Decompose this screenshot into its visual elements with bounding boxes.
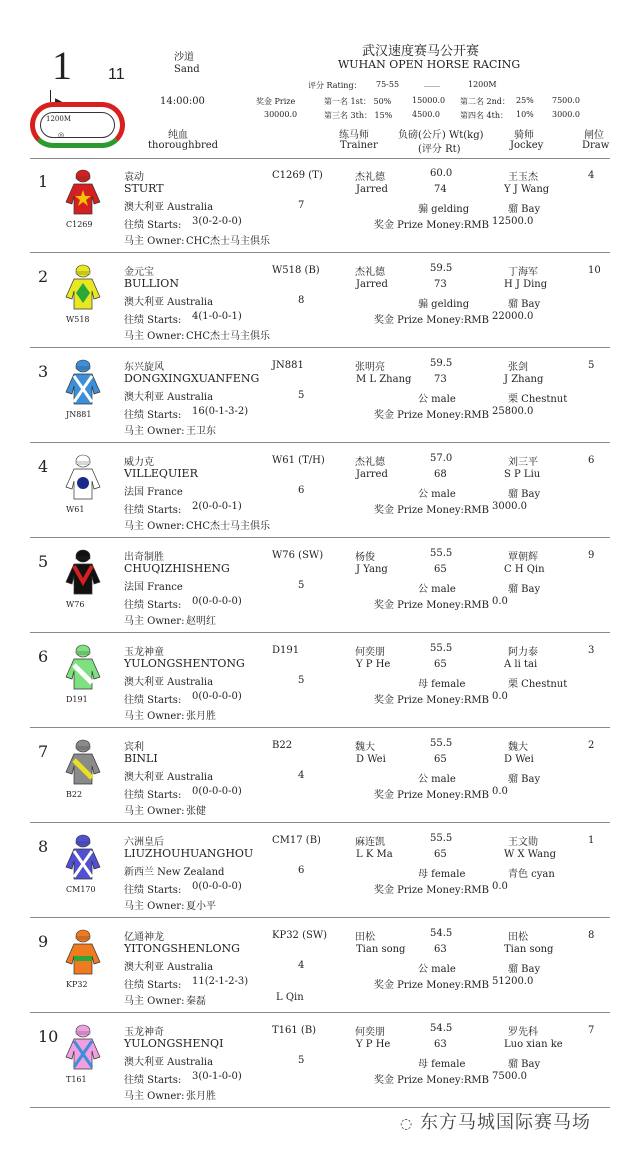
start-arrow-icon: ▶ — [55, 97, 62, 107]
entry-separator — [30, 632, 610, 633]
weight: 54.5 — [430, 1023, 453, 1034]
prize-label: 奖金 Prize Money:RMB — [374, 220, 490, 231]
horse-name-en: YULONGSHENTONG — [124, 657, 245, 670]
prize-label: 奖金 Prize Money:RMB — [374, 790, 490, 801]
wechat-icon: ◌ — [400, 1116, 414, 1132]
coat-color: 骝 Bay — [508, 1059, 541, 1070]
starts-value: 0(0-0-0-0) — [192, 596, 242, 607]
rating: 63 — [434, 1039, 447, 1050]
horse-name-en: DONGXINGXUANFENG — [124, 372, 260, 385]
starts-value: 0(0-0-0-0) — [192, 881, 242, 892]
rating: 65 — [434, 564, 447, 575]
horse-age: 4 — [298, 960, 305, 971]
trainer-cn: 张明亮 — [355, 362, 385, 373]
horse-name-en: LIUZHOUHUANGHOU — [124, 847, 254, 860]
col-draw-cn: 闸位 — [584, 130, 604, 141]
prize-label: 奖金 Prize Money:RMB — [374, 410, 490, 421]
horse-code: W76 — [66, 600, 85, 609]
track-diagram — [30, 102, 125, 148]
starts-value: 11(2-1-2-3) — [192, 976, 249, 987]
horse-code: W518 — [66, 315, 90, 324]
prize-value: 0.0 — [492, 596, 508, 607]
starts-value: 0(0-0-0-0) — [192, 786, 242, 797]
finish-marker-icon: ◎ — [58, 131, 65, 139]
prize-label: 奖金 Prize Money:RMB — [374, 980, 490, 991]
horse-name-cn: 袁动 — [124, 172, 144, 183]
starts-label: 往绩 Starts: — [124, 1075, 182, 1086]
owner-label: 马主 Owner: — [124, 996, 185, 1007]
horse-name-cn: 金元宝 — [124, 267, 154, 278]
horse-code: JN881 — [66, 410, 92, 419]
owner-value: 夏小平 — [186, 901, 216, 912]
draw: 6 — [588, 455, 595, 466]
horse-code: D191 — [66, 695, 88, 704]
starts-label: 往绩 Starts: — [124, 410, 182, 421]
rating: 63 — [434, 944, 447, 955]
prize-label: 奖金 Prize Money:RMB — [374, 1075, 490, 1086]
horse-code: B22 — [66, 790, 83, 799]
jockey-en: D Wei — [504, 754, 534, 765]
starts-label: 往绩 Starts: — [124, 980, 182, 991]
breed-cn: 纯血 — [168, 130, 188, 141]
trainer-en: M L Zhang — [356, 374, 412, 385]
second-prize-label: 第二名 2nd： — [460, 97, 510, 106]
col-jockey-en: Jockey — [510, 140, 544, 151]
entry-separator — [30, 537, 610, 538]
horse-origin: 澳大利亚 Australia — [124, 962, 214, 973]
horse-name-cn: 威力克 — [124, 457, 154, 468]
sex: 公 male — [418, 584, 456, 595]
horse-number: 5 — [38, 552, 49, 571]
trainer-cn: 何奕朋 — [355, 647, 385, 658]
entry-separator — [30, 727, 610, 728]
entry-separator — [30, 1012, 610, 1013]
jockey-silks-icon — [64, 738, 102, 786]
horse-origin: 澳大利亚 Australia — [124, 392, 214, 403]
jockey-en: Y J Wang — [504, 184, 550, 195]
horse-name-en: VILLEQUIER — [124, 467, 198, 480]
sex: 公 male — [418, 964, 456, 975]
prize-value: 3000.0 — [492, 501, 527, 512]
horse-name-en: STURT — [124, 182, 164, 195]
starts-value: 3(0-2-0-0) — [192, 216, 242, 227]
horse-number: 9 — [38, 932, 49, 951]
starts-label: 往绩 Starts: — [124, 220, 182, 231]
jockey-en: W X Wang — [504, 849, 556, 860]
prize-value: 0.0 — [492, 881, 508, 892]
draw: 3 — [588, 645, 595, 656]
horse-age: 6 — [298, 865, 305, 876]
race-title-cn: 武汉速度赛马公开赛 — [362, 44, 480, 59]
prize-value: 22000.0 — [492, 311, 534, 322]
coat-color: 骝 Bay — [508, 964, 541, 975]
rating-label: 评分 Rating： — [308, 81, 362, 90]
horse-age: 5 — [298, 1055, 305, 1066]
owner-label: 马主 Owner: — [124, 806, 185, 817]
sex: 公 male — [418, 774, 456, 785]
prize-value: 12500.0 — [492, 216, 534, 227]
horse-name-cn: 玉龙神奇 — [124, 1027, 164, 1038]
jockey-silks-icon — [64, 643, 102, 691]
trainer-en: Jarred — [356, 279, 388, 290]
horse-origin: 法国 France — [124, 487, 183, 498]
coat-color: 栗 Chestnut — [508, 679, 568, 690]
horse-gear: JN881 — [272, 360, 304, 371]
trainer-cn: 魏大 — [355, 742, 375, 753]
owner-value: 张健 — [186, 806, 206, 817]
horse-gear: W61 (T/H) — [272, 455, 325, 466]
jockey-en: A li tai — [504, 659, 538, 670]
draw: 9 — [588, 550, 595, 561]
horse-origin: 澳大利亚 Australia — [124, 297, 214, 308]
rating: 73 — [434, 279, 447, 290]
horse-number: 2 — [38, 267, 49, 286]
entry-separator — [30, 252, 610, 253]
rating-dash: ____ — [424, 78, 440, 87]
entry-separator — [30, 822, 610, 823]
jockey-cn: 丁海军 — [508, 267, 538, 278]
coat-color: 骝 Bay — [508, 299, 541, 310]
starts-label: 往绩 Starts: — [124, 600, 182, 611]
owner-value: CHC杰士马主俱乐 — [186, 521, 271, 532]
horse-number: 1 — [38, 172, 49, 191]
entry-separator — [30, 442, 610, 443]
jockey-cn: 覃朝辉 — [508, 552, 538, 563]
horse-gear: CM17 (B) — [272, 835, 321, 846]
trainer-cn: 田松 — [355, 932, 375, 943]
draw: 10 — [588, 265, 601, 276]
breed-en: thoroughbred — [148, 140, 219, 151]
draw: 7 — [588, 1025, 595, 1036]
weight: 59.5 — [430, 263, 453, 274]
horse-origin: 法国 France — [124, 582, 183, 593]
trainer-en: Jarred — [356, 469, 388, 480]
horse-origin: 澳大利亚 Australia — [124, 1057, 214, 1068]
horse-name-en: YITONGSHENLONG — [124, 942, 240, 955]
weight: 55.5 — [430, 738, 453, 749]
third-prize-value: 4500.0 — [412, 110, 440, 119]
horse-origin: 澳大利亚 Australia — [124, 202, 214, 213]
rating: 74 — [434, 184, 447, 195]
draw: 1 — [588, 835, 595, 846]
jockey-cn: 刘三平 — [508, 457, 538, 468]
jockey-silks-icon — [64, 1023, 102, 1071]
jockey-en: Luo xian ke — [504, 1039, 563, 1050]
owner-value: 张月胜 — [186, 1091, 216, 1102]
draw: 5 — [588, 360, 595, 371]
horse-name-cn: 亿通神龙 — [124, 932, 164, 943]
starts-value: 4(1-0-0-1) — [192, 311, 242, 322]
sex: 母 female — [418, 869, 466, 880]
weight: 55.5 — [430, 643, 453, 654]
starts-label: 往绩 Starts: — [124, 315, 182, 326]
jockey-silks-icon — [64, 548, 102, 596]
jockey-en: Tian song — [504, 944, 554, 955]
horse-name-en: YULONGSHENQI — [124, 1037, 224, 1050]
starts-value: 2(0-0-0-1) — [192, 501, 242, 512]
race-time: 14:00:00 — [160, 96, 205, 107]
horse-code: C1269 — [66, 220, 93, 229]
horse-age: 5 — [298, 390, 305, 401]
owner-label: 马主 Owner: — [124, 236, 185, 247]
coat-color: 骝 Bay — [508, 584, 541, 595]
prize-label: 奖金 Prize Money:RMB — [374, 885, 490, 896]
trainer-en: Y P He — [356, 1039, 391, 1050]
jockey-en: J Zhang — [504, 374, 544, 385]
owner-value: 秦磊 — [186, 996, 206, 1007]
prize-label: 奖金 Prize — [256, 97, 296, 106]
coat-color: 骝 Bay — [508, 204, 541, 215]
entry-separator — [30, 917, 610, 918]
starts-label: 往绩 Starts: — [124, 695, 182, 706]
rating: 65 — [434, 849, 447, 860]
owner-label: 马主 Owner: — [124, 901, 185, 912]
race-number: 1 — [52, 43, 72, 88]
horse-gear: C1269 (T) — [272, 170, 323, 181]
fourth-prize-label: 第四名 4th： — [460, 111, 508, 120]
trainer-en: L K Ma — [356, 849, 393, 860]
surface-cn: 沙道 — [174, 52, 194, 63]
owner-label: 马主 Owner: — [124, 331, 185, 342]
race-distance: 1200M — [468, 80, 497, 89]
horse-age: 5 — [298, 580, 305, 591]
horse-origin: 新西兰 New Zealand — [124, 867, 225, 878]
watermark — [400, 1108, 591, 1134]
jockey-silks-icon — [64, 833, 102, 881]
draw: 2 — [588, 740, 595, 751]
surface-en: Sand — [174, 64, 200, 75]
owner-value-2: L Qin — [276, 992, 304, 1003]
sex: 骟 gelding — [418, 299, 470, 310]
horse-code: W61 — [66, 505, 85, 514]
horse-age: 5 — [298, 675, 305, 686]
horse-name-cn: 出奇制胜 — [124, 552, 164, 563]
jockey-cn: 阿力泰 — [508, 647, 538, 658]
rating: 73 — [434, 374, 447, 385]
jockey-cn: 田松 — [508, 932, 528, 943]
runners-count: 11 — [108, 66, 125, 83]
prize-label: 奖金 Prize Money:RMB — [374, 315, 490, 326]
horse-age: 6 — [298, 485, 305, 496]
trainer-cn: 麻连凯 — [355, 837, 385, 848]
horse-gear: W518 (B) — [272, 265, 320, 276]
horse-age: 8 — [298, 295, 305, 306]
total-prize: 30000.0 — [264, 110, 298, 119]
draw: 8 — [588, 930, 595, 941]
col-weight-en: (评分 Rt) — [418, 144, 461, 155]
trainer-en: Jarred — [356, 184, 388, 195]
weight: 54.5 — [430, 928, 453, 939]
horse-gear: B22 — [272, 740, 293, 751]
horse-number: 6 — [38, 647, 49, 666]
horse-gear: D191 — [272, 645, 300, 656]
jockey-cn: 王玉杰 — [508, 172, 538, 183]
starts-value: 0(0-0-0-0) — [192, 691, 242, 702]
col-draw-en: Draw — [582, 140, 610, 151]
trainer-en: D Wei — [356, 754, 386, 765]
fourth-prize-value: 3000.0 — [552, 110, 580, 119]
jockey-silks-icon — [64, 263, 102, 311]
rating-value: 75-55 — [376, 80, 400, 89]
horse-gear: W76 (SW) — [272, 550, 324, 561]
jockey-silks-icon — [64, 168, 102, 216]
horse-name-en: BINLI — [124, 752, 158, 765]
starts-label: 往绩 Starts: — [124, 790, 182, 801]
jockey-silks-icon — [64, 928, 102, 976]
sex: 母 female — [418, 1059, 466, 1070]
coat-color: 骝 Bay — [508, 774, 541, 785]
horse-name-cn: 宾利 — [124, 742, 144, 753]
col-jockey-cn: 骑师 — [514, 130, 534, 141]
second-prize-pct: 25% — [516, 96, 534, 105]
trainer-en: Tian song — [356, 944, 406, 955]
watermark-text: 东方马城国际赛马场 — [419, 1112, 591, 1133]
jockey-silks-icon — [64, 453, 102, 501]
rating: 68 — [434, 469, 447, 480]
weight: 60.0 — [430, 168, 453, 179]
owner-value: CHC杰士马主俱乐 — [186, 331, 271, 342]
jockey-cn: 张剑 — [508, 362, 528, 373]
first-prize-label: 第一名 1st： 50% — [324, 97, 392, 106]
prize-value: 25800.0 — [492, 406, 534, 417]
owner-label: 马主 Owner: — [124, 711, 185, 722]
horse-number: 4 — [38, 457, 49, 476]
prize-label: 奖金 Prize Money:RMB — [374, 695, 490, 706]
horse-code: KP32 — [66, 980, 88, 989]
trainer-en: Y P He — [356, 659, 391, 670]
first-prize-value: 15000.0 — [412, 96, 446, 105]
jockey-en: C H Qin — [504, 564, 545, 575]
horse-age: 4 — [298, 770, 305, 781]
horse-name-cn: 六洲皇后 — [124, 837, 164, 848]
trainer-cn: 杨俊 — [355, 552, 375, 563]
weight: 55.5 — [430, 833, 453, 844]
horse-origin: 澳大利亚 Australia — [124, 772, 214, 783]
weight: 57.0 — [430, 453, 453, 464]
jockey-cn: 王文勋 — [508, 837, 538, 848]
jockey-silks-icon — [64, 358, 102, 406]
coat-color: 骝 Bay — [508, 489, 541, 500]
horse-name-cn: 东兴旋风 — [124, 362, 164, 373]
draw: 4 — [588, 170, 595, 181]
prize-value: 7500.0 — [492, 1071, 527, 1082]
starts-value: 16(0-1-3-2) — [192, 406, 249, 417]
prize-label: 奖金 Prize Money:RMB — [374, 505, 490, 516]
prize-value: 0.0 — [492, 691, 508, 702]
horse-number: 8 — [38, 837, 49, 856]
starts-value: 3(0-1-0-0) — [192, 1071, 242, 1082]
second-prize-value: 7500.0 — [552, 96, 580, 105]
owner-value: 张月胜 — [186, 711, 216, 722]
trainer-cn: 杰礼德 — [355, 457, 385, 468]
prize-value: 0.0 — [492, 786, 508, 797]
sex: 公 male — [418, 489, 456, 500]
starts-label: 往绩 Starts: — [124, 885, 182, 896]
horse-code: CM170 — [66, 885, 96, 894]
col-weight-cn: 负磅(公斤) Wt(kg) — [398, 130, 484, 141]
prize-value: 51200.0 — [492, 976, 534, 987]
sex: 母 female — [418, 679, 466, 690]
owner-label: 马主 Owner: — [124, 426, 185, 437]
sex: 公 male — [418, 394, 456, 405]
trainer-cn: 何奕朋 — [355, 1027, 385, 1038]
jockey-cn: 罗先科 — [508, 1027, 538, 1038]
coat-color: 栗 Chestnut — [508, 394, 568, 405]
owner-label: 马主 Owner: — [124, 521, 185, 532]
weight: 55.5 — [430, 548, 453, 559]
owner-value: 赵明红 — [186, 616, 216, 627]
horse-gear: KP32 (SW) — [272, 930, 328, 941]
col-trainer-en: Trainer — [340, 140, 378, 151]
horse-gear: T161 (B) — [272, 1025, 317, 1036]
trainer-en: J Yang — [356, 564, 388, 575]
horse-name-en: BULLION — [124, 277, 179, 290]
horse-number: 10 — [38, 1027, 59, 1046]
owner-value: 王卫东 — [186, 426, 216, 437]
weight: 59.5 — [430, 358, 453, 369]
horse-name-cn: 玉龙神童 — [124, 647, 164, 658]
horse-code: T161 — [66, 1075, 87, 1084]
horse-number: 7 — [38, 742, 49, 761]
owner-label: 马主 Owner: — [124, 1091, 185, 1102]
entry-separator — [30, 347, 610, 348]
jockey-en: S P Liu — [504, 469, 541, 480]
track-distance-label: 1200M — [46, 115, 71, 123]
col-trainer-cn: 练马师 — [339, 130, 369, 141]
race-title-en: WUHAN OPEN HORSE RACING — [338, 58, 521, 71]
third-prize-label: 第三名 3th： 15% — [324, 111, 393, 120]
owner-value: CHC杰士马主俱乐 — [186, 236, 271, 247]
jockey-en: H J Ding — [504, 279, 548, 290]
horse-number: 3 — [38, 362, 49, 381]
header-separator — [30, 158, 610, 159]
jockey-cn: 魏大 — [508, 742, 528, 753]
owner-label: 马主 Owner: — [124, 616, 185, 627]
horse-origin: 澳大利亚 Australia — [124, 677, 214, 688]
trainer-cn: 杰礼德 — [355, 172, 385, 183]
rating: 65 — [434, 754, 447, 765]
trainer-cn: 杰礼德 — [355, 267, 385, 278]
horse-name-en: CHUQIZHISHENG — [124, 562, 230, 575]
fourth-prize-pct: 10% — [516, 110, 534, 119]
rating: 65 — [434, 659, 447, 670]
prize-label: 奖金 Prize Money:RMB — [374, 600, 490, 611]
starts-label: 往绩 Starts: — [124, 505, 182, 516]
coat-color: 青色 cyan — [508, 869, 555, 880]
horse-age: 7 — [298, 200, 305, 211]
start-post-icon — [50, 90, 51, 102]
sex: 骟 gelding — [418, 204, 470, 215]
